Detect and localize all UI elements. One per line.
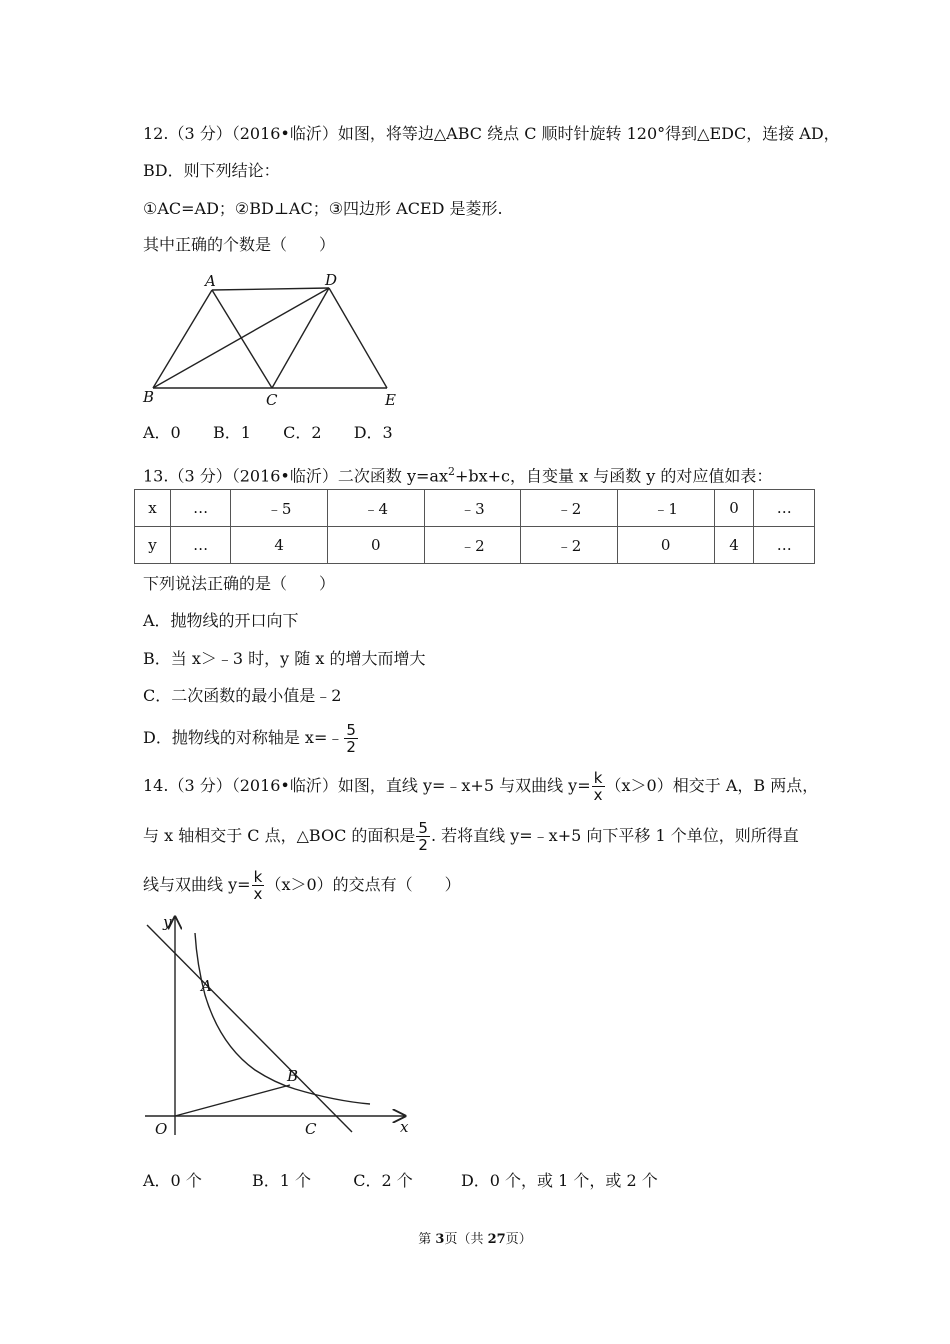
q13-option-a: A．抛物线的开口向下 [143,611,299,630]
q12-conclusions: ①AC=AD；②BD⊥AC；③四边形 ACED 是菱形. [143,199,503,218]
table-row-x [135,490,815,527]
segment-BD [153,288,329,388]
total-pages: 27 [487,1232,506,1247]
table-cell: … [170,527,231,564]
label-A: A [205,272,216,290]
q12-option-a: A．0 [143,423,181,442]
table-cell: ﹣2 [424,527,521,564]
table-row-y [135,527,815,564]
q13-option-c: C．二次函数的最小值是﹣2 [143,686,342,705]
label-D: D [325,271,338,289]
q12-stem-line1: 12.（3 分）（2016•临沂）如图，将等边△ABC 绕点 C 顺时针旋转 120°得到△EDC，连接 AD， [143,124,840,143]
table-cell: ﹣4 [328,490,425,527]
q14-option-a: A．0 个 [143,1171,202,1190]
table-cell: 0 [714,490,754,527]
page-footer: 第 3页（共 27页） [418,1232,532,1247]
table-cell: x [135,490,171,527]
table-cell: ﹣2 [521,527,618,564]
q14-figure [135,905,425,1145]
table-cell: 0 [617,527,714,564]
q14-stem-line1: 14.（3 分）（2016•临沂）如图，直线 y=﹣x+5 与双曲线 y= $\frac{k}{x}$ （x＞0）相交于 A，B 两点， [143,769,819,804]
segment-AC [212,290,272,388]
q12-option-b: B．1 [212,423,251,442]
table-cell: ﹣2 [521,490,618,527]
segment-DE [329,288,387,388]
table-cell: … [754,527,815,564]
q12-figure [135,268,405,413]
segment-OB [175,1085,290,1116]
label-O: O [155,1120,168,1138]
segment-AD [212,288,329,290]
table-cell: … [170,490,231,527]
label-x: x [400,1118,409,1136]
q12-option-d: D．3 [353,423,393,442]
q13-stem: 13.（3 分）（2016•临沂）二次函数 $y=ax^2+bx+c$，自变量 x 与函数 y 的对应值如表： [143,465,773,486]
q14-stem-line3: 线与双曲线 y= $\frac{k}{x}$ （x＞0）的交点有（ ） [143,868,461,903]
label-A: A [201,977,212,995]
table-cell: ﹣1 [617,490,714,527]
table-cell: … [754,490,815,527]
table-cell: 4 [231,527,328,564]
segment-AB [153,290,212,388]
q14-option-c: C．2 个 [353,1171,413,1190]
table-cell: ﹣5 [231,490,328,527]
q13-question: 下列说法正确的是（ ） [143,574,336,593]
page-number: 3 [435,1232,445,1247]
label-y: y [163,913,172,931]
q14-option-b: B．1 个 [252,1171,312,1190]
q14-stem-line2: 与 x 轴相交于 C 点，△BOC 的面积是 $\frac{5}{2}$ . 若将直线 y=﹣x+5 向下平移 1 个单位，则所得直 [143,819,799,854]
q13-option-d: D．抛物线的对称轴是 x=﹣ $\frac{5}{2}$ [143,721,356,756]
q12-stem-line2: BD．则下列结论： [143,161,280,180]
label-C: C [305,1120,317,1138]
q12-question: 其中正确的个数是（ ） [143,235,336,254]
segment-CD [272,288,329,388]
hyperbola-k-over-x [195,933,370,1104]
label-B: B [143,388,155,406]
table-cell: 0 [328,527,425,564]
label-C: C [266,391,278,409]
fraction-k-over-x: $\frac{k}{x}$ [593,769,603,804]
q14-option-d: D．0 个，或 1 个，或 2 个 [460,1171,658,1190]
q13-value-table [134,489,815,564]
q13-option-b: B．当 x＞﹣3 时，y 随 x 的增大而增大 [143,649,426,668]
q14-options [143,1171,658,1191]
line-y-neg-x-plus-5 [147,925,352,1132]
fraction-k-over-x: $\frac{k}{x}$ [253,868,263,903]
table-cell: y [135,527,171,564]
table-cell: 4 [714,527,754,564]
q12-option-c: C．2 [283,423,322,442]
table-cell: ﹣3 [424,490,521,527]
label-B: B [287,1067,299,1085]
label-E: E [385,391,396,409]
q12-options [143,423,393,443]
fraction-five-halves: $\frac{5}{2}$ [346,721,356,756]
fraction-five-halves: $\frac{5}{2}$ [418,819,428,854]
